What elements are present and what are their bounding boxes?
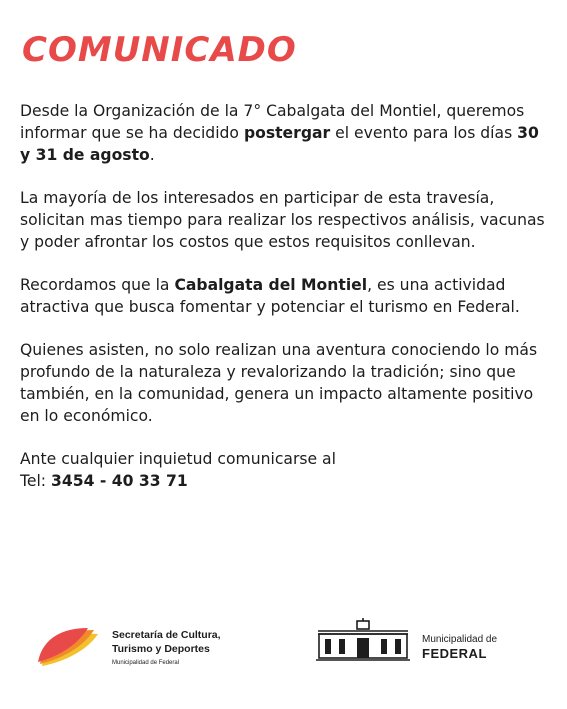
footer [0,612,567,672]
postpone-word: postergar [243,124,331,142]
paragraph-1-text-2: el evento para los días [330,124,518,142]
paragraph-5 [20,448,550,492]
paragraph-3 [20,274,550,318]
secretaria-line-2: Turismo y Deportes [112,643,210,655]
paragraph-4: Quienes asisten, no solo realizan una aventura conociendo lo más profundo de la naturaleza y revalorizando la tradición; sino que también, en la comunidad, genera un impacto altamente positivo en lo económico. [20,341,538,425]
paragraph-2: La mayoría de los interesados en participar de esta travesía, solicitan mas tiempo para realizar los respectivos análisis, vacunas y poder afrontar los costos que estos requisitos conllevan. [20,189,545,251]
page-title: COMUNICADO [22,30,297,70]
secretaria-logo-icon [38,626,106,670]
event-name: Cabalgata del Montiel [174,276,368,294]
contact-line: Ante cualquier inquietud comunicarse al [20,450,336,468]
paragraph-1-end: . [149,146,155,164]
paragraph-3-text-2: , es una actividad atractiva que busca fomentar y potenciar el turismo en Federal. [20,276,520,316]
paragraph-3-text: Recordamos que la [20,276,175,294]
secretaria-text [112,628,221,666]
municipal-building-icon [316,618,410,662]
paragraph-1 [20,100,550,166]
secretaria-line-1: Secretaría de Cultura, [112,629,221,641]
tel-number: 3454 - 40 33 71 [51,472,188,490]
municipalidad-line-1: Municipalidad de [422,634,498,645]
secretaria-sub: Municipalidad de Federal [112,660,180,666]
municipalidad-text [422,634,497,661]
announcement-body [20,100,550,513]
tel-label: Tel: [20,472,52,490]
new-dates: 30 y 31 de agosto [20,124,539,164]
municipalidad-line-2: FEDERAL [422,646,487,661]
paragraph-1-text: Desde la Organización de la 7° Cabalgata del Montiel, queremos informar que se ha decidido [20,102,525,142]
